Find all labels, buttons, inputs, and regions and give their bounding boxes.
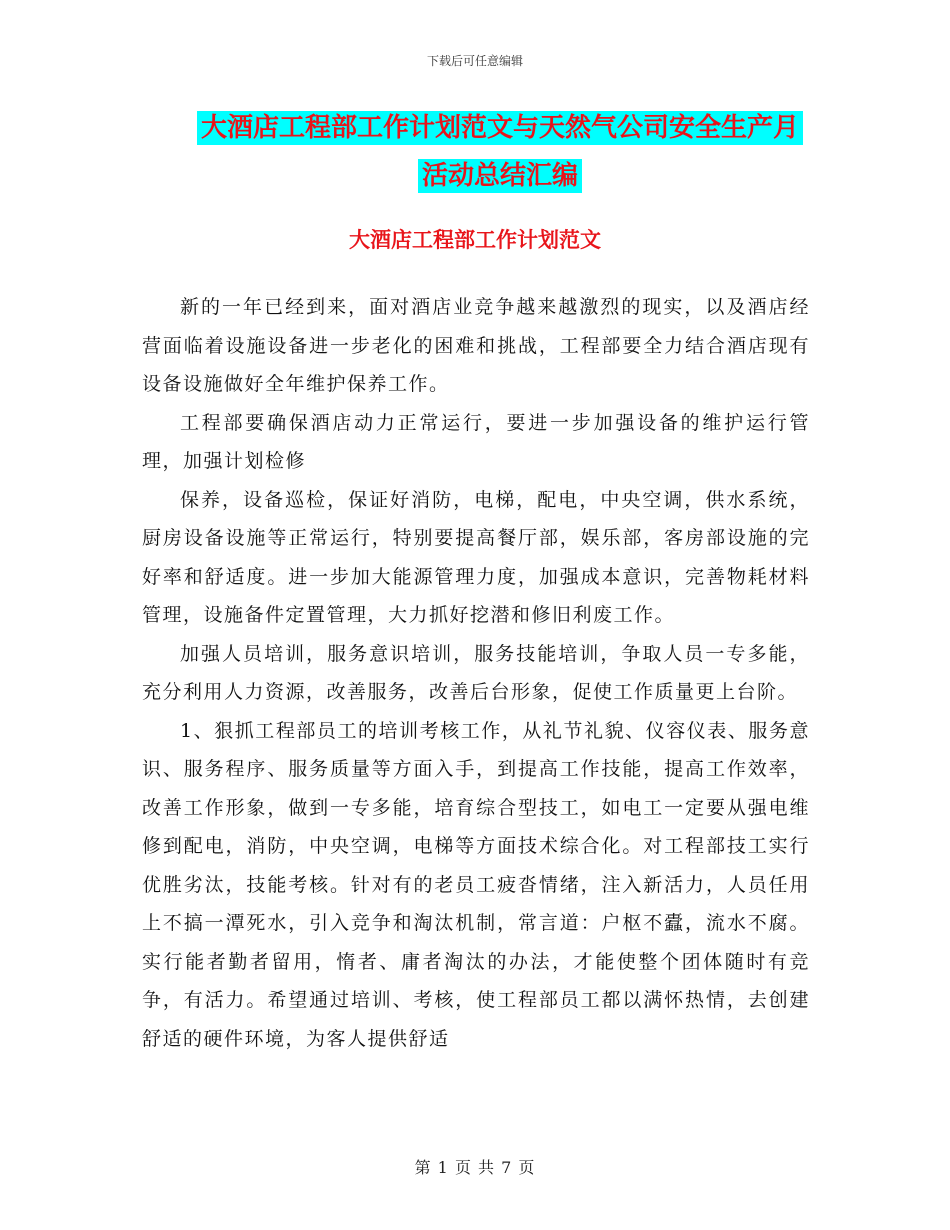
page-number: 第 1 页 共 7 页 (414, 1158, 536, 1177)
paragraph: 加强人员培训，服务意识培训，服务技能培训，争取人员一专多能，充分利用人力资源，改善服务，改善后台形象，促使工作质量更上台阶。 (142, 642, 810, 703)
page-header-note: 下载后可任意编辑 (426, 54, 523, 68)
title-line-1: 大酒店工程部工作计划范文与天然气公司安全生产月 (197, 111, 803, 145)
title-line-2: 活动总结汇编 (418, 159, 582, 193)
paragraph: 保养，设备巡检，保证好消防，电梯，配电，中央空调，供水系统，厨房设备设施等正常运行，特别要提高餐厅部，娱乐部，客房部设施的完好率和舒适度。进一步加大能源管理力度，加强成本意识，完善物耗材料管理，设施备件定置管理，大力抓好挖潜和修旧利废工作。 (142, 488, 810, 626)
document-title (190, 104, 810, 200)
paragraph: 新的一年已经到来，面对酒店业竞争越来越激烈的现实，以及酒店经营面临着设施设备进一步老化的困难和挑战，工程部要全力结合酒店现有设备设施做好全年维护保养工作。 (142, 296, 810, 395)
document-body (142, 288, 810, 1058)
section-title: 大酒店工程部工作计划范文 (349, 228, 601, 252)
paragraph: 1、狠抓工程部员工的培训考核工作，从礼节礼貌、仪容仪表、服务意识、服务程序、服务质量等方面入手，到提高工作技能，提高工作效率，改善工作形象，做到一专多能，培育综合型技工，如电工一定要从强电维修到配电，消防，中央空调，电梯等方面技术综合化。对工程部技工实行优胜劣汰，技能考核。针对有的老员工疲沓情绪，注入新活力，人员任用上不搞一潭死水，引入竞争和淘汰机制，常言道：户枢不蠹，流水不腐。实行能者勤者留用，惰者、庸者淘汰的办法，才能使整个团体随时有竞争，有活力。希望通过培训、考核，使工程部员工都以满怀热情，去创建舒适的硬件环境，为客人提供舒适 (142, 719, 810, 1050)
paragraph: 工程部要确保酒店动力正常运行，要进一步加强设备的维护运行管理，加强计划检修 (142, 411, 810, 472)
